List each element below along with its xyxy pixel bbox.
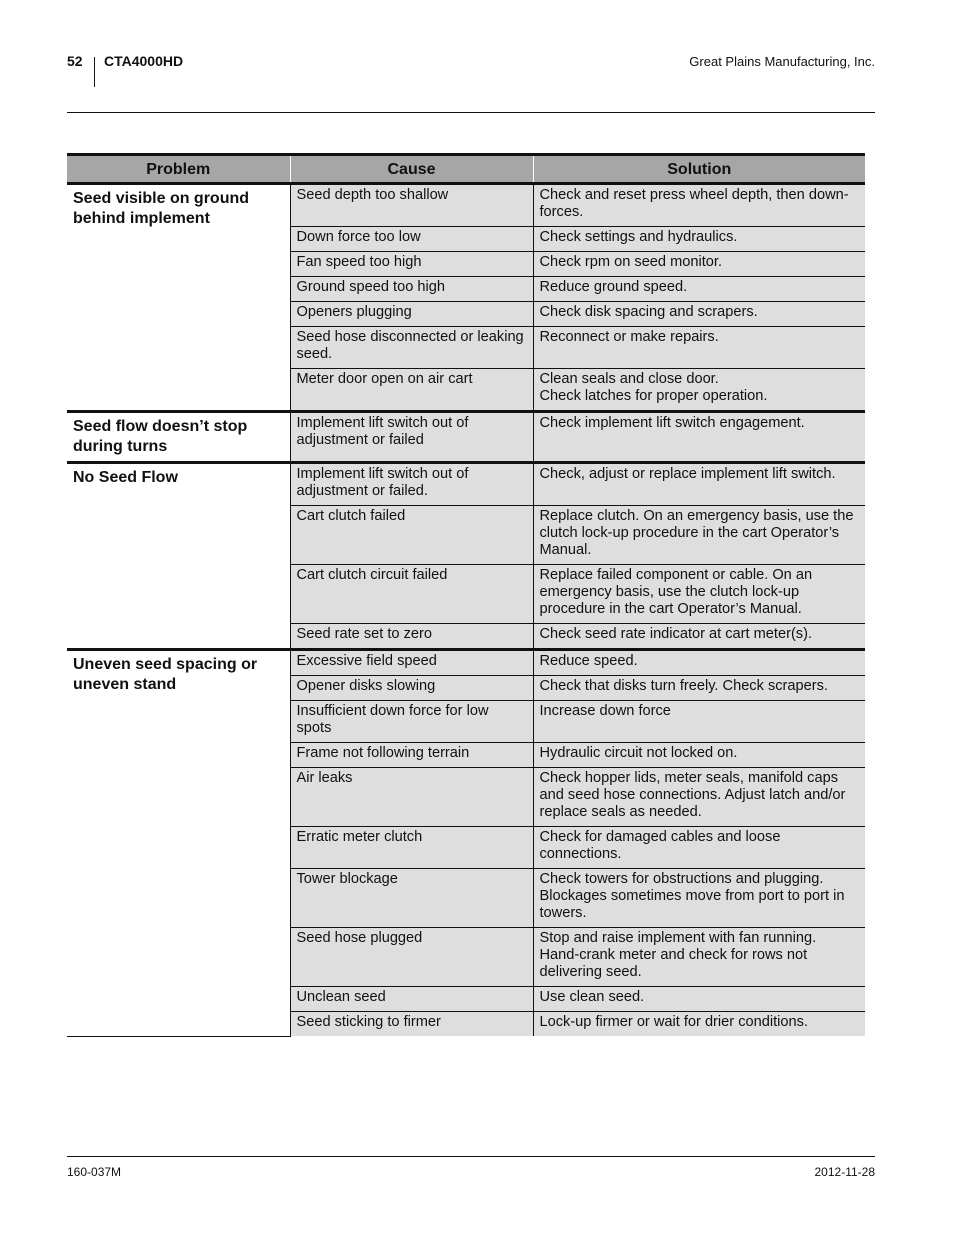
problem-cell: Seed flow doesn’t stop during turns <box>67 412 290 463</box>
solution-cell: Check implement lift switch engagement. <box>533 412 865 463</box>
cause-cell: Seed depth too shallow <box>290 184 533 227</box>
table-row <box>67 463 865 506</box>
solution-cell: Check that disks turn freely. Check scrapers. <box>533 676 865 701</box>
solution-cell: Check settings and hydraulics. <box>533 227 865 252</box>
solution-cell: Stop and raise implement with fan running. Hand-crank meter and check for rows not delivering seed. <box>533 928 865 987</box>
solution-cell: Lock-up firmer or wait for drier conditions. <box>533 1012 865 1037</box>
cause-cell: Excessive field speed <box>290 650 533 676</box>
cause-cell: Ground speed too high <box>290 277 533 302</box>
solution-cell: Reduce speed. <box>533 650 865 676</box>
problem-cell: Seed visible on ground behind implement <box>67 184 290 412</box>
cause-cell: Frame not following terrain <box>290 743 533 768</box>
model-name: CTA4000HD <box>104 53 184 69</box>
table-header-row <box>67 155 865 184</box>
solution-cell: Check for damaged cables and loose connections. <box>533 827 865 869</box>
solution-cell: Replace clutch. On an emergency basis, use the clutch lock-up procedure in the cart Operator’s Manual. <box>533 506 865 565</box>
cause-cell: Seed hose plugged <box>290 928 533 987</box>
cause-cell: Down force too low <box>290 227 533 252</box>
column-header-problem: Problem <box>67 155 290 184</box>
solution-cell: Check disk spacing and scrapers. <box>533 302 865 327</box>
solution-cell: Hydraulic circuit not locked on. <box>533 743 865 768</box>
solution-cell: Check hopper lids, meter seals, manifold caps and seed hose connections. Adjust latch and/or replace seals as needed. <box>533 768 865 827</box>
cause-cell: Meter door open on air cart <box>290 369 533 412</box>
cause-cell: Seed hose disconnected or leaking seed. <box>290 327 533 369</box>
column-header-cause: Cause <box>290 155 533 184</box>
solution-cell: Reconnect or make repairs. <box>533 327 865 369</box>
solution-cell: Check and reset press wheel depth, then down-forces. <box>533 184 865 227</box>
cause-cell: Insufficient down force for low spots <box>290 701 533 743</box>
document-number: 160-037M <box>67 1165 122 1179</box>
header-divider <box>94 57 95 87</box>
problem-cell: No Seed Flow <box>67 463 290 650</box>
cause-cell: Tower blockage <box>290 869 533 928</box>
solution-cell: Reduce ground speed. <box>533 277 865 302</box>
document-date: 2012-11-28 <box>814 1165 875 1179</box>
solution-cell: Clean seals and close door. Check latches for proper operation. <box>533 369 865 412</box>
solution-cell: Check towers for obstructions and plugging. Blockages sometimes move from port to port in towers. <box>533 869 865 928</box>
header-rule <box>67 112 875 113</box>
solution-cell: Check rpm on seed monitor. <box>533 252 865 277</box>
cause-cell: Cart clutch failed <box>290 506 533 565</box>
company-name: Great Plains Manufacturing, Inc. <box>689 54 875 69</box>
cause-cell: Seed sticking to firmer <box>290 1012 533 1037</box>
problem-cell: Uneven seed spacing or uneven stand <box>67 650 290 1037</box>
table-body <box>67 184 865 1037</box>
troubleshooting-table <box>67 153 865 1037</box>
table-row <box>67 650 865 676</box>
cause-cell: Erratic meter clutch <box>290 827 533 869</box>
solution-cell: Increase down force <box>533 701 865 743</box>
footer-rule <box>67 1156 875 1157</box>
page-number: 52 <box>67 53 83 69</box>
table-row <box>67 184 865 227</box>
cause-cell: Unclean seed <box>290 987 533 1012</box>
solution-cell: Use clean seed. <box>533 987 865 1012</box>
solution-cell: Check, adjust or replace implement lift switch. <box>533 463 865 506</box>
cause-cell: Fan speed too high <box>290 252 533 277</box>
cause-cell: Openers plugging <box>290 302 533 327</box>
cause-cell: Cart clutch circuit failed <box>290 565 533 624</box>
cause-cell: Opener disks slowing <box>290 676 533 701</box>
solution-cell: Replace failed component or cable. On an emergency basis, use the clutch lock-up procedure in the cart Operator’s Manual. <box>533 565 865 624</box>
table-row <box>67 412 865 463</box>
cause-cell: Implement lift switch out of adjustment or failed <box>290 412 533 463</box>
cause-cell: Air leaks <box>290 768 533 827</box>
cause-cell: Seed rate set to zero <box>290 624 533 650</box>
cause-cell: Implement lift switch out of adjustment or failed. <box>290 463 533 506</box>
solution-cell: Check seed rate indicator at cart meter(s). <box>533 624 865 650</box>
column-header-solution: Solution <box>533 155 865 184</box>
